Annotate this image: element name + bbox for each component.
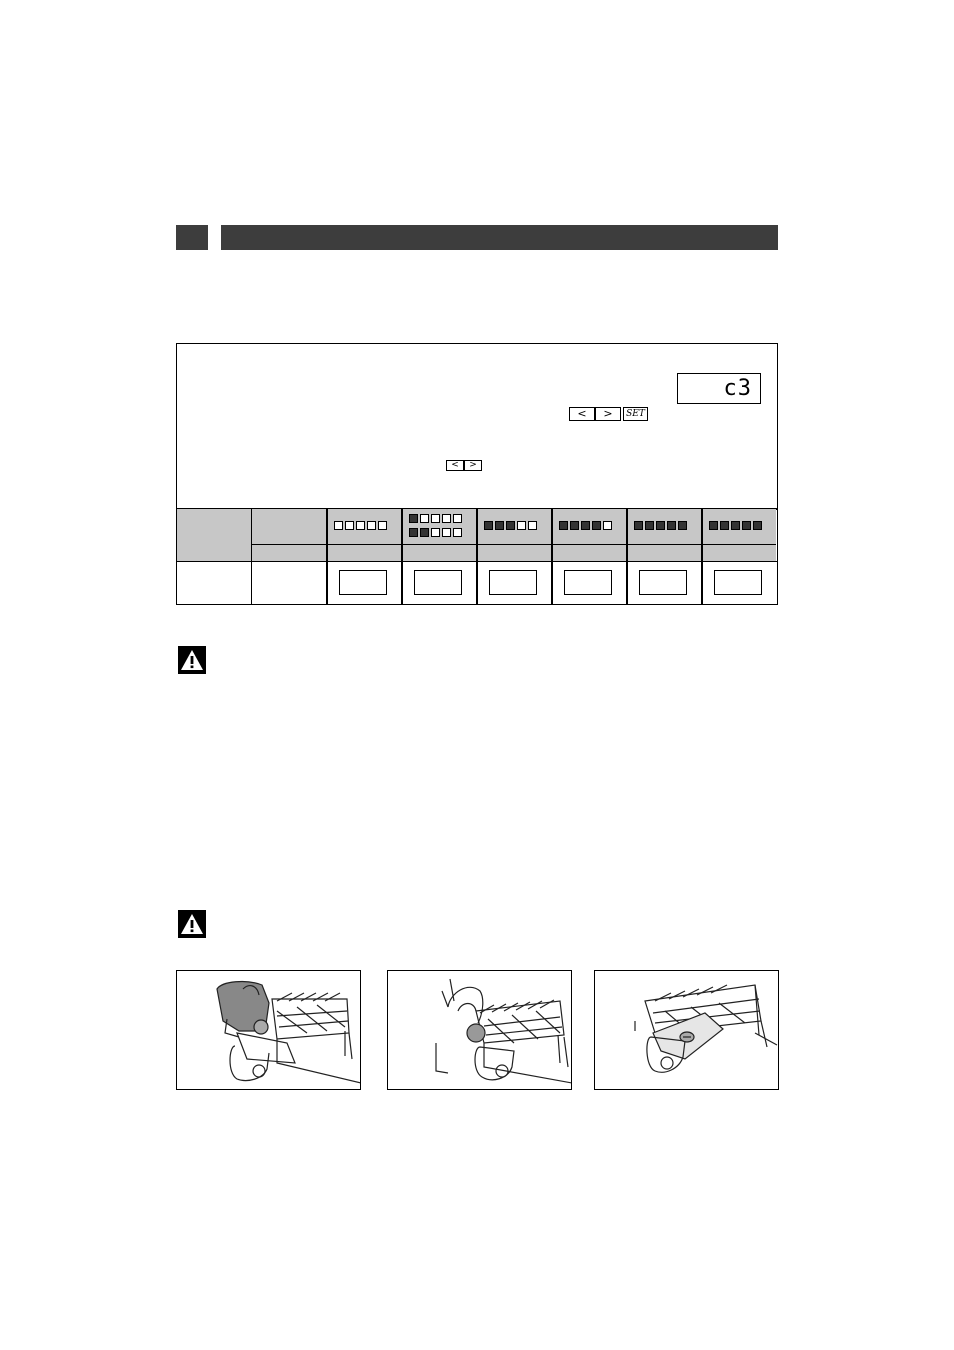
indicator-led-off [442,528,451,537]
illustration-cap-closed [594,970,779,1090]
indicator-led-off [442,514,451,523]
table-column-line [701,509,703,604]
table-subheader-cell [553,545,627,561]
value-box [714,570,762,595]
indicator-row [634,521,687,530]
indicator-led-off [453,514,462,523]
indicator-row [559,521,612,530]
chevron-right-icon[interactable]: > [464,460,482,471]
indicator-led-off [603,521,612,530]
value-box [639,570,687,595]
chevron-left-icon[interactable]: < [446,460,464,471]
table-subheader-cell [478,545,551,561]
table-subheader-cell [328,545,402,561]
value-box [564,570,612,595]
table-subheader-cell [403,545,477,561]
lcd-display: c3 [677,373,761,404]
indicator-led-on [731,521,740,530]
table-column-line [626,509,628,604]
indicator-led-on [634,521,643,530]
section-number-bar [176,225,208,250]
table-column-line [476,509,478,604]
indicator-led-on [645,521,654,530]
indicator-led-on [753,521,762,530]
indicator-led-on [495,521,504,530]
indicator-led-on [742,521,751,530]
indicator-led-on [559,521,568,530]
indicator-led-off [517,521,526,530]
table-column-line [326,509,328,604]
indicator-led-off [431,528,440,537]
indicator-led-on [581,521,590,530]
indicator-led-off [378,521,387,530]
chevron-right-icon[interactable]: > [595,407,621,421]
value-box [339,570,387,595]
indicator-led-off [356,521,365,530]
value-box [414,570,462,595]
indicator-row [484,521,537,530]
warning-icon [178,646,206,674]
indicator-led-on [667,521,676,530]
table-column-line [251,509,252,604]
indicator-led-off [420,514,429,523]
indicator-led-on [409,514,418,523]
warning-icon [178,910,206,938]
value-box [489,570,537,595]
indicator-led-off [334,521,343,530]
chevron-left-icon[interactable]: < [569,407,595,421]
indicator-led-off [367,521,376,530]
indicator-row [334,521,387,530]
indicator-led-on [709,521,718,530]
indicator-row [409,514,462,523]
indicator-led-on [592,521,601,530]
indicator-led-on [570,521,579,530]
table-column-line [551,509,553,604]
table-row-header [177,509,251,561]
indicator-led-off [453,528,462,537]
indicator-led-on [484,521,493,530]
indicator-led-on [678,521,687,530]
indicator-led-off [528,521,537,530]
table-column-line [401,509,403,604]
indicator-led-off [431,514,440,523]
table-subheader-cell [703,545,776,561]
indicator-led-on [409,528,418,537]
table-subheader-cell [628,545,702,561]
illustration-cap-removal [176,970,361,1090]
section-title-bar [221,225,778,250]
table-subheader-cell [252,545,327,561]
indicator-row [409,528,462,537]
indicator-led-on [506,521,515,530]
table-divider [252,544,776,545]
indicator-led-on [420,528,429,537]
set-key-icon[interactable]: SET [623,407,648,421]
illustration-cap-insert [387,970,572,1090]
indicator-led-on [720,521,729,530]
indicator-led-off [345,521,354,530]
table-header-cell [252,509,327,544]
indicator-row [709,521,762,530]
indicator-led-on [656,521,665,530]
